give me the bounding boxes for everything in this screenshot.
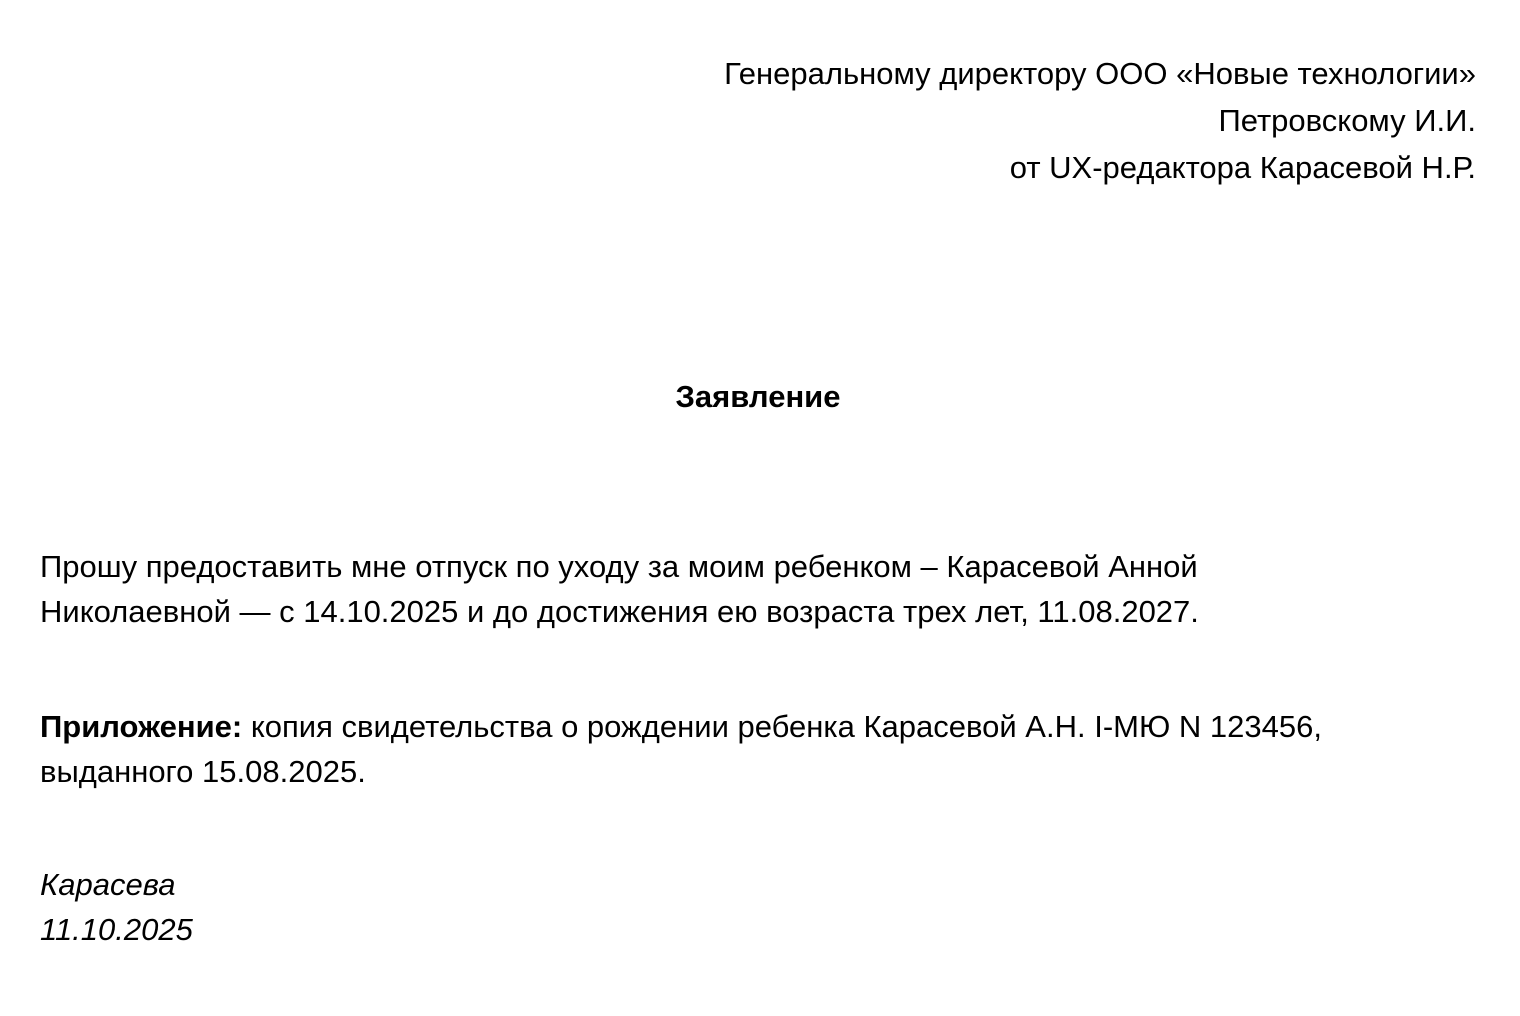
attachment-line-1 — [40, 704, 1480, 749]
addressee-line-director: Генеральному директору ООО «Новые технологии» — [724, 56, 1476, 91]
request-line-1: Прошу предоставить мне отпуск по уходу за моим ребенком – Карасевой Анной — [40, 549, 1198, 584]
signature-name: Карасева — [40, 867, 176, 902]
document-title: Заявление — [675, 379, 841, 414]
attachment-label: Приложение: — [40, 709, 243, 744]
attachment-line-2: выданного 15.08.2025. — [40, 754, 366, 789]
attachment-text: копия свидетельства о рождении ребенка Карасевой А.Н. I-МЮ N 123456, — [242, 709, 1322, 744]
addressee-line-from: от UX-редактора Карасевой Н.Р. — [1009, 150, 1476, 185]
addressee-block — [724, 50, 1476, 191]
signature-block — [40, 862, 193, 952]
signature-date: 11.10.2025 — [40, 912, 193, 947]
request-paragraph — [40, 544, 1480, 634]
request-line-2: Николаевной — с 14.10.2025 и до достижения ею возраста трех лет, 11.08.2027. — [40, 594, 1199, 629]
addressee-line-name: Петровскому И.И. — [1218, 103, 1476, 138]
attachment-paragraph — [40, 704, 1480, 794]
